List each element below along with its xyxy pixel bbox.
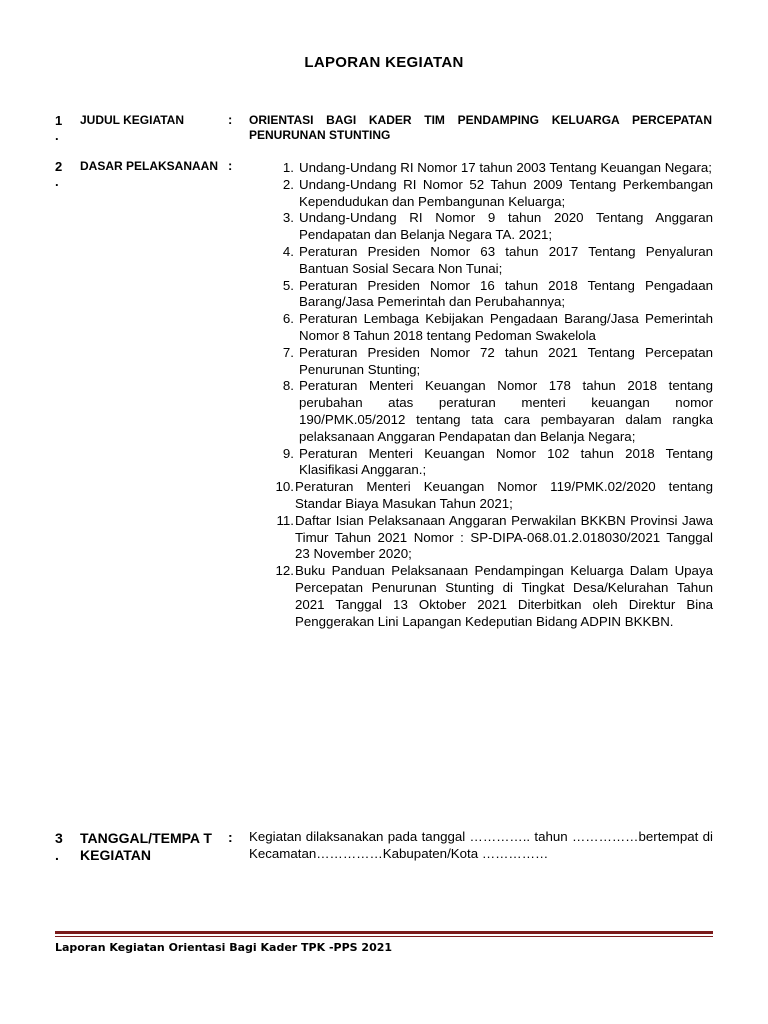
list-item-number: 3. [282, 210, 294, 226]
footer-text: Laporan Kegiatan Orientasi Bagi Kader TPK -PPS 2021 [55, 941, 393, 954]
list-item [252, 446, 713, 480]
list-item [252, 378, 713, 445]
list-item-number: 2. [282, 176, 294, 192]
list-item [252, 563, 713, 630]
section-number-digit: 1 [55, 113, 63, 128]
section-number-dot: . [55, 174, 59, 189]
footer-rule-thin [55, 936, 713, 937]
list-item [252, 278, 713, 312]
section-number-digit: 2 [55, 159, 63, 174]
list-item [252, 311, 713, 345]
list-item [252, 177, 713, 211]
list-item-text: Undang-Undang RI Nomor 52 Tahun 2009 Tentang Perkembangan Kependudukan dan Pembangunan Keluarga; [299, 176, 713, 209]
list-item-number: 6. [282, 311, 294, 327]
list-item-number: 4. [282, 243, 294, 259]
section-number [55, 113, 67, 143]
section-label: DASAR PELAKSANAAN [80, 159, 219, 173]
list-item-number: 12. [275, 563, 294, 579]
list-item [252, 513, 713, 563]
footer-rule-thick [55, 931, 713, 934]
section-number-dot: . [55, 847, 59, 863]
list-item-text: Buku Panduan Pelaksanaan Pendampingan Keluarga Dalam Upaya Percepatan Penurunan Stunting di Tingkat Desa/Kelurahan Tahun 2021 Tanggal 13 Oktober 2021 Diterbitkan oleh Direktur Bina Penggerakan Lini Lapangan Kedeputian Bidang ADPIN BKKBN. [295, 563, 713, 629]
section-colon: : [228, 158, 233, 173]
list-item [252, 345, 713, 379]
section-number-digit: 3 [55, 830, 63, 846]
list-item [252, 479, 713, 513]
list-item-text: Peraturan Presiden Nomor 16 tahun 2018 Tentang Pengadaan Barang/Jasa Pemerintah dan Perubahannya; [299, 277, 713, 310]
list-item [252, 210, 713, 244]
list-item-number: 10. [275, 479, 294, 495]
list-item-text: Peraturan Lembaga Kebijakan Pengadaan Barang/Jasa Pemerintah Nomor 8 Tahun 2018 tentang Pedoman Swakelola [299, 311, 713, 343]
section-colon: : [228, 829, 233, 845]
list-item-text: Peraturan Menteri Keuangan Nomor 119/PMK.02/2020 tentang Standar Biaya Masukan Tahun 2021; [295, 479, 713, 511]
list-item-text: Undang-Undang RI Nomor 17 tahun 2003 Tentang Keuangan Negara; [299, 160, 712, 175]
list-item-text: Daftar Isian Pelaksanaan Anggaran Perwakilan BKKBN Provinsi Jawa Timur Tahun 2021 Nomor : SP-DIPA-068.01.2.018030/2021 Tanggal 23 November 2020; [295, 512, 713, 562]
list-item-text: Peraturan Presiden Nomor 72 tahun 2021 Tentang Percepatan Penurunan Stunting; [299, 344, 713, 377]
section-label: JUDUL KEGIATAN [80, 113, 185, 127]
activity-title: ORIENTASI BAGI KADER TIM PENDAMPING KELUARGA PERCEPATAN PENURUNAN STUNTING [249, 113, 712, 142]
section-label: TANGGAL/TEMPA T KEGIATAN [80, 830, 212, 863]
page-title: LAPORAN KEGIATAN [304, 54, 464, 71]
list-item-text: Undang-Undang RI Nomor 9 tahun 2020 Tentang Anggaran Pendapatan dan Belanja Negara TA. 2021; [299, 210, 713, 243]
list-item [252, 160, 713, 177]
list-item-text: Peraturan Menteri Keuangan Nomor 102 tahun 2018 Tentang Klasifikasi Anggaran.; [299, 445, 713, 478]
activity-date-place: Kegiatan dilaksanakan pada tanggal ………….. tahun ……………bertempat di Kecamatan……………Kabupaten/Kota …………… [249, 829, 713, 861]
legal-basis-list [252, 160, 713, 630]
list-item-number: 1. [282, 160, 294, 175]
section-number [55, 159, 67, 189]
list-item [252, 244, 713, 278]
list-item-text: Peraturan Menteri Keuangan Nomor 178 tahun 2018 tentang perubahan atas peraturan menteri keuangan nomor 190/PMK.05/2012 tentang tata cara pembayaran dalam rangka pelaksanaan Anggaran Pendapatan dan Belanja Negara; [299, 378, 713, 444]
list-item-text: Peraturan Presiden Nomor 63 tahun 2017 Tentang Penyaluran Bantuan Sosial Secara Non Tunai; [299, 243, 713, 276]
list-item-number: 8. [282, 378, 294, 394]
list-item-number: 5. [282, 277, 294, 293]
section-number [55, 830, 67, 864]
section-colon: : [228, 112, 233, 127]
section-number-dot: . [55, 128, 59, 143]
list-item-number: 9. [282, 445, 294, 461]
list-item-number: 7. [282, 344, 294, 360]
list-item-number: 11. [276, 512, 294, 528]
